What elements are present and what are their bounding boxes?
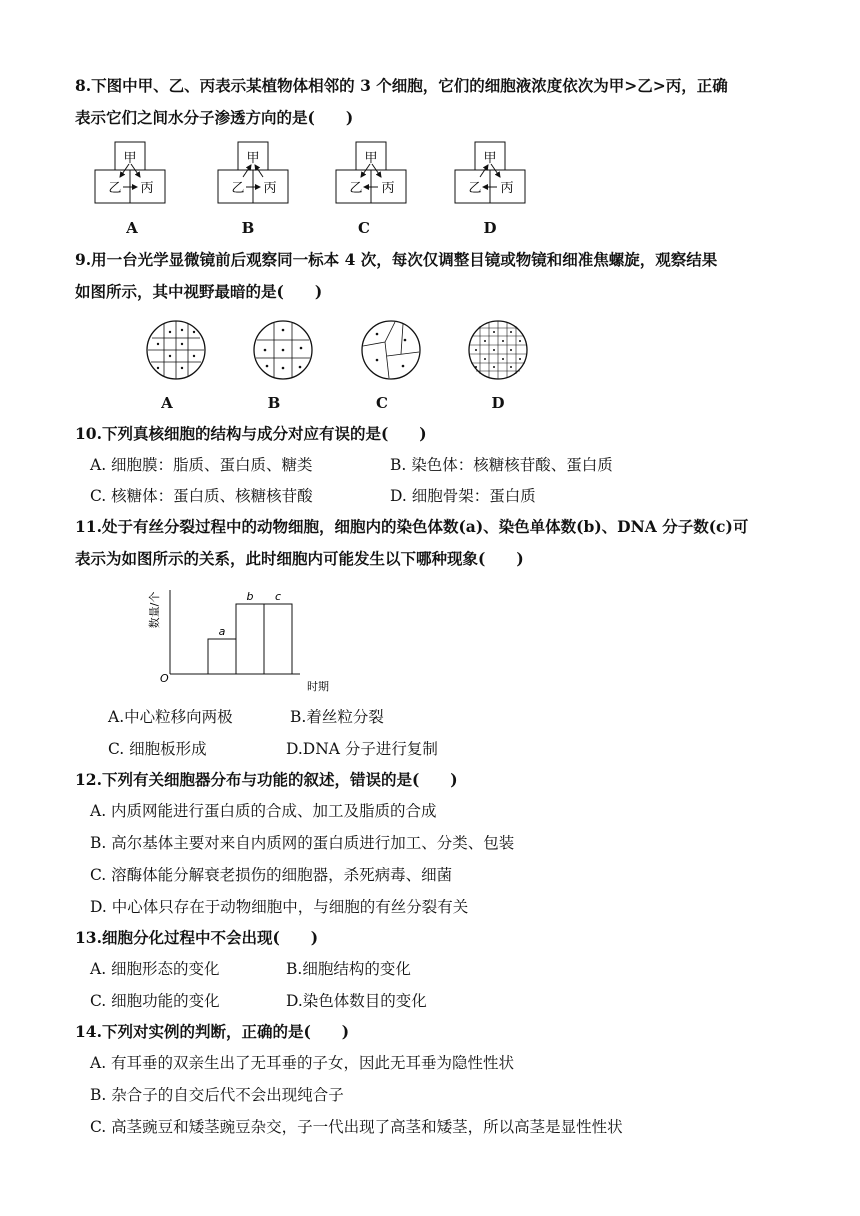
q13-stem: 13.细胞分化过程中不会出现( ) [75,928,319,947]
q8-stem-line1: 8.下图中甲、乙、丙表示某植物体相邻的 3 个细胞，它们的细胞液浓度依次为甲>乙>丙，正确 [75,76,728,95]
svg-text:乙: 乙 [468,181,482,196]
svg-text:甲: 甲 [483,151,497,166]
svg-text:甲: 甲 [246,151,260,166]
q9-stem-line1: 9.用一台光学显微镜前后观察同一标本 4 次，每次仅调整目镜或物镜和细准焦螺旋，观察结果 [75,250,718,269]
q12-option-b: B. 高尔基体主要对来自内质网的蛋白质进行加工、分类、包装 [90,834,515,852]
svg-text:丙: 丙 [500,181,514,196]
q12-stem: 12.下列有关细胞器分布与功能的叙述，错误的是( ) [75,770,458,789]
q12-option-d: D. 中心体只存在于动物细胞中，与细胞的有丝分裂有关 [90,898,469,916]
q11-bar-chart [140,582,350,694]
svg-text:乙: 乙 [349,181,363,196]
q9-label-d: D [491,394,505,412]
q11-stem-line2: 表示为如图所示的关系，此时细胞内可能发生以下哪种现象( ) [75,549,524,568]
q14-stem: 14.下列对实例的判断，正确的是( ) [75,1022,350,1041]
q13-option-a: A. 细胞形态的变化 [90,960,220,978]
q14-option-c: C. 高茎豌豆和矮茎豌豆杂交，子一代出现了高茎和矮茎，所以高茎是显性性状 [90,1118,623,1136]
svg-text:丙: 丙 [140,181,154,196]
q8-label-a: A [126,219,138,237]
chart-origin-label: O [160,672,169,685]
q8-label-d: D [483,219,497,237]
svg-text:丙: 丙 [263,181,277,196]
bar-b [236,604,264,674]
q13-option-c: C. 细胞功能的变化 [90,992,220,1010]
svg-text:乙: 乙 [108,181,122,196]
bar-c [264,604,292,674]
q10-option-c: C. 核糖体：蛋白质、核糖核苷酸 [90,487,313,505]
q9-label-c: C [376,394,388,412]
q12-option-a: A. 内质网能进行蛋白质的合成、加工及脂质的合成 [90,802,437,820]
q13-option-d: D.染色体数目的变化 [286,992,427,1010]
q8-diagram-d [455,142,525,203]
bar-label-a: a [218,625,226,638]
svg-text:丙: 丙 [381,181,395,196]
bar-a [208,639,236,674]
q11-option-c: C. 细胞板形成 [108,740,207,758]
q9-diagrams [140,318,540,382]
q8-diagrams [90,140,550,210]
q8-diagram-c [336,142,406,203]
q10-option-b: B. 染色体：核糖核苷酸、蛋白质 [390,456,613,474]
bar-label-b: b [246,590,254,603]
q12-option-c: C. 溶酶体能分解衰老损伤的细胞器，杀死病毒、细菌 [90,866,453,884]
q9-field-a [147,321,205,379]
q9-label-a: A [161,394,173,412]
q8-label-b: B [241,219,255,237]
chart-ylabel: 数量/个 [148,591,161,629]
q13-option-b: B.细胞结构的变化 [286,960,411,978]
q9-field-c [362,321,420,379]
q11-option-a: A.中心粒移向两极 [108,708,233,726]
q8-label-c: C [358,219,370,237]
q8-diagram-a [95,142,165,203]
bar-label-c: c [274,590,282,603]
q9-field-d [469,321,527,379]
svg-text:乙: 乙 [231,181,245,196]
q10-stem: 10.下列真核细胞的结构与成分对应有误的是( ) [75,424,427,443]
q8-stem-line2: 表示它们之间水分子渗透方向的是( ) [75,108,354,127]
q9-stem-line2: 如图所示，其中视野最暗的是( ) [75,282,323,301]
q9-field-b [254,321,312,379]
chart-xlabel: 时期 [307,680,329,693]
q8-diagram-b [218,142,288,203]
q9-label-b: B [267,394,281,412]
q14-option-a: A. 有耳垂的双亲生出了无耳垂的子女，因此无耳垂为隐性性状 [90,1054,515,1072]
q14-option-b: B. 杂合子的自交后代不会出现纯合子 [90,1086,344,1104]
q11-option-b: B.着丝粒分裂 [290,708,384,726]
q10-option-a: A. 细胞膜：脂质、蛋白质、糖类 [90,456,313,474]
q11-option-d: D.DNA 分子进行复制 [286,740,438,758]
q11-stem-line1: 11.处于有丝分裂过程中的动物细胞，细胞内的染色体数(a)、染色单体数(b)、DNA 分子数(c)可 [75,517,749,536]
svg-text:甲: 甲 [364,151,378,166]
q10-option-d: D. 细胞骨架：蛋白质 [390,487,536,505]
svg-text:甲: 甲 [123,151,137,166]
